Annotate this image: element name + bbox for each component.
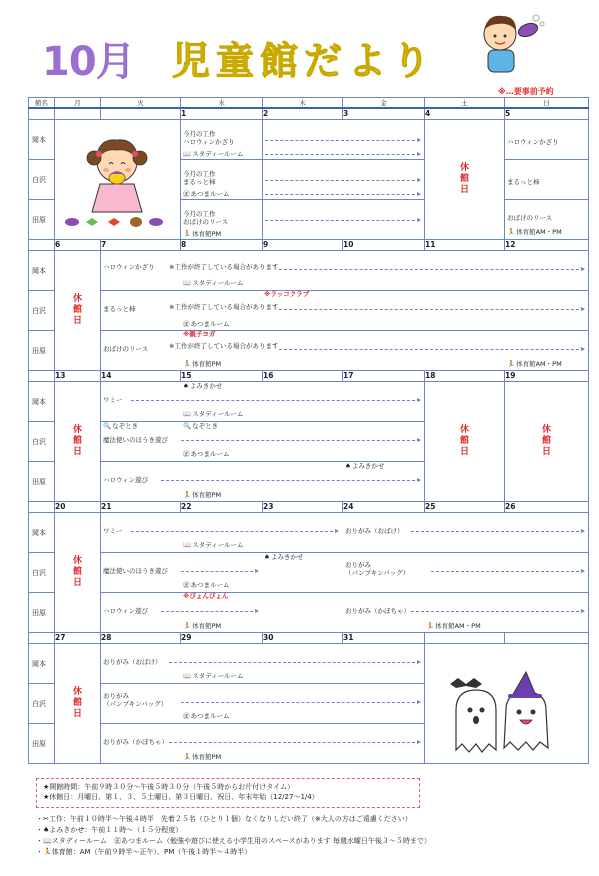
event-cell bbox=[101, 382, 425, 422]
event-text: スタディールーム bbox=[192, 150, 244, 158]
date: 10 bbox=[343, 240, 425, 251]
continuation-arrow bbox=[161, 611, 258, 612]
place-row bbox=[29, 251, 589, 291]
event-text: スタディールーム bbox=[192, 672, 244, 680]
col-header: 金 bbox=[343, 98, 425, 109]
date: 4 bbox=[425, 108, 505, 120]
event-text: ワミー bbox=[103, 396, 123, 404]
gathering-icon: ㊣ bbox=[183, 450, 190, 458]
event-text: ワミー bbox=[103, 527, 123, 535]
col-header: 水 bbox=[181, 98, 263, 109]
event-text: 体育館PM bbox=[192, 230, 222, 238]
closed-day: 休館日 bbox=[505, 382, 589, 502]
date: 23 bbox=[263, 502, 343, 513]
event-text: 魔法使いのほうき遊び bbox=[103, 567, 168, 575]
event-text: 体育館PM bbox=[192, 491, 222, 499]
event-cell bbox=[263, 120, 425, 160]
event-cell bbox=[101, 331, 589, 371]
runner-icon: 🏃 bbox=[183, 491, 192, 499]
date-row bbox=[29, 240, 589, 251]
reservation-note: ※…要事前予約 bbox=[498, 87, 554, 96]
date: 28 bbox=[101, 633, 181, 644]
event-cell bbox=[101, 513, 589, 553]
event-text: （パンプキンバッグ） bbox=[345, 569, 410, 577]
event-text: 今月の工作 bbox=[183, 210, 216, 218]
event-text: おばけのリース bbox=[183, 218, 229, 226]
date: 9 bbox=[263, 240, 343, 251]
event-text: あつまルーム bbox=[190, 190, 230, 198]
event-cell bbox=[101, 291, 589, 331]
date: 17 bbox=[343, 371, 425, 382]
event-text: ハロウィンかざり bbox=[103, 263, 155, 271]
runner-icon: 🏃 bbox=[183, 230, 192, 238]
event-text: よみきかせ bbox=[351, 462, 385, 470]
event-text: ハロウィン遊び bbox=[103, 607, 149, 615]
event-text: おりがみ（おばけ） bbox=[103, 658, 162, 666]
event-cell bbox=[101, 553, 589, 593]
event-text: 体育館AM・PM bbox=[516, 360, 562, 368]
event-cell bbox=[181, 200, 263, 240]
continuation-arrow bbox=[131, 531, 338, 532]
autumn-leaves-decoration bbox=[64, 216, 169, 228]
event-text: 魔法使いのほうき遊び bbox=[103, 436, 168, 444]
event-text: おりがみ（かぼちゃ） bbox=[345, 607, 410, 615]
place-row bbox=[29, 553, 589, 593]
event-text: 体育館PM bbox=[192, 360, 222, 368]
place-label: 岡本 bbox=[29, 513, 55, 553]
legend bbox=[36, 814, 431, 858]
note-text: ※工作が終了している場合があります bbox=[169, 303, 279, 311]
date: 1 bbox=[181, 108, 263, 120]
gathering-icon: ㊣ bbox=[183, 190, 190, 198]
col-header: 木 bbox=[263, 98, 343, 109]
event-text: ハロウィン遊び bbox=[103, 476, 149, 484]
continuation-arrow bbox=[279, 309, 584, 310]
legend-item: ・📖スタディールーム ㊣あつまルーム（勉強や遊びに使える小学生用のスペースがあります 毎週水曜日午後３～５時まで） bbox=[36, 837, 431, 845]
note-text: ※工作が終了している場合があります bbox=[169, 263, 279, 271]
event-text: まるっと柿 bbox=[103, 305, 136, 313]
halloween-ghosts-illustration bbox=[436, 670, 571, 760]
event-cell bbox=[263, 160, 425, 200]
opening-hours: ★開館時間：午前９時３０分～午後５時３０分（午後５時からお片付けタイム） bbox=[43, 783, 295, 791]
event-cell bbox=[101, 724, 425, 764]
event-text: おりがみ（おばけ） bbox=[345, 527, 404, 535]
place-row bbox=[29, 593, 589, 633]
date: 12 bbox=[505, 240, 589, 251]
event-cell bbox=[263, 200, 425, 240]
event-text: 今月の工作 bbox=[183, 170, 216, 178]
continuation-arrow bbox=[411, 531, 584, 532]
event-text: おばけのリース bbox=[507, 214, 553, 222]
event-cell bbox=[101, 462, 425, 502]
date: 5 bbox=[505, 108, 589, 120]
place-label: 白沢 bbox=[29, 291, 55, 331]
col-header: 館名 bbox=[29, 98, 55, 109]
col-header: 土 bbox=[425, 98, 505, 109]
continuation-arrow bbox=[265, 154, 420, 155]
event-cell bbox=[505, 120, 589, 160]
continuation-arrow bbox=[161, 480, 420, 481]
col-header: 火 bbox=[101, 98, 181, 109]
book-icon: 📖 bbox=[183, 541, 192, 549]
continuation-arrow bbox=[131, 400, 420, 401]
date: 3 bbox=[343, 108, 425, 120]
continuation-arrow bbox=[265, 140, 420, 141]
gathering-icon: ㊣ bbox=[183, 320, 190, 328]
place-row bbox=[29, 291, 589, 331]
event-text: おばけのリース bbox=[103, 345, 149, 353]
reservation-event: ※ラッコクラブ bbox=[264, 290, 310, 298]
event-text: まるっと柿 bbox=[507, 178, 540, 186]
magnifier-icon: 🔍 bbox=[103, 422, 112, 430]
event-text: あつまルーム bbox=[190, 712, 230, 720]
continuation-arrow bbox=[169, 742, 420, 743]
event-text: まるっと柿 bbox=[183, 178, 216, 186]
book-icon: 📖 bbox=[183, 150, 192, 158]
event-text: ハロウィンかざり bbox=[507, 138, 559, 146]
book-icon: 📖 bbox=[183, 410, 192, 418]
date: 6 bbox=[55, 240, 101, 251]
event-text: なぞとき bbox=[192, 422, 219, 430]
date: 22 bbox=[181, 502, 263, 513]
event-text: スタディールーム bbox=[192, 279, 244, 287]
legend-item: ・🏃体育館：AM（午前９時半～正午）、PM（午後１時半～４時半） bbox=[36, 848, 252, 856]
runner-icon: 🏃 bbox=[507, 228, 516, 236]
date: 7 bbox=[101, 240, 181, 251]
event-cell bbox=[101, 684, 425, 724]
column-header-row bbox=[29, 98, 589, 109]
reservation-event: ※ぴょんぴょん bbox=[183, 592, 229, 600]
legend-item: ・♠よみきかせ：午前１１時～（１５分程度） bbox=[36, 826, 183, 834]
place-label: 白沢 bbox=[29, 160, 55, 200]
event-text: （パンプキンバッグ） bbox=[103, 700, 168, 708]
event-cell bbox=[101, 422, 425, 462]
event-text: スタディールーム bbox=[192, 410, 244, 418]
legend-item: ・✂工作：午前１０時半～午後４時半 先着２５名（ひとり１個）なくなりしだい終了（※大人の方はご遠慮ください） bbox=[36, 815, 412, 823]
date: 25 bbox=[425, 502, 505, 513]
place-row bbox=[29, 331, 589, 371]
continuation-arrow bbox=[265, 180, 420, 181]
date-row bbox=[29, 108, 589, 120]
event-cell bbox=[101, 644, 425, 684]
event-text: スタディールーム bbox=[192, 541, 244, 549]
date: 20 bbox=[55, 502, 101, 513]
closed-days: ★休館日：月曜日、第１、３、５土曜日、第３日曜日、祝日、年末年始（12/27～1/4） bbox=[43, 793, 319, 801]
date: 27 bbox=[55, 633, 101, 644]
storytelling-icon: ♠ bbox=[264, 553, 270, 561]
header bbox=[0, 0, 599, 96]
place-label: 田原 bbox=[29, 462, 55, 502]
date: 26 bbox=[505, 502, 589, 513]
place-label: 岡本 bbox=[29, 644, 55, 684]
continuation-arrow bbox=[265, 220, 420, 221]
closed-day: 休館日 bbox=[55, 382, 101, 502]
continuation-arrow bbox=[279, 349, 584, 350]
place-label: 白沢 bbox=[29, 684, 55, 724]
place-row bbox=[29, 513, 589, 553]
page-title: 児童館だより bbox=[172, 39, 437, 83]
continuation-arrow bbox=[431, 571, 584, 572]
magnifier-icon: 🔍 bbox=[183, 422, 192, 430]
storytelling-icon: ♠ bbox=[183, 382, 189, 390]
continuation-arrow bbox=[265, 194, 420, 195]
book-icon: 📖 bbox=[183, 672, 192, 680]
closed-day: 休館日 bbox=[55, 251, 101, 371]
place-label: 田原 bbox=[29, 724, 55, 764]
event-text: 体育館PM bbox=[192, 753, 222, 761]
col-header: 日 bbox=[505, 98, 589, 109]
event-cell bbox=[505, 200, 589, 240]
event-text: 体育館PM bbox=[192, 622, 222, 630]
place-label: 岡本 bbox=[29, 382, 55, 422]
place-label: 岡本 bbox=[29, 251, 55, 291]
date: 31 bbox=[343, 633, 425, 644]
date-row bbox=[29, 633, 589, 644]
reservation-event: ※親子ヨガ bbox=[183, 330, 216, 338]
event-text: あつまルーム bbox=[190, 450, 230, 458]
runner-icon: 🏃 bbox=[183, 622, 192, 630]
event-text: 体育館AM・PM bbox=[516, 228, 562, 236]
place-label: 岡本 bbox=[29, 120, 55, 160]
date: 29 bbox=[181, 633, 263, 644]
continuation-arrow bbox=[169, 662, 420, 663]
event-text: おりがみ（かぼちゃ） bbox=[103, 738, 168, 746]
date: 11 bbox=[425, 240, 505, 251]
event-cell bbox=[505, 160, 589, 200]
runner-icon: 🏃 bbox=[183, 753, 192, 761]
boy-illustration bbox=[470, 10, 550, 82]
date: 19 bbox=[505, 371, 589, 382]
runner-icon: 🏃 bbox=[183, 360, 192, 368]
event-cell bbox=[181, 160, 263, 200]
event-cell bbox=[181, 120, 263, 160]
date bbox=[55, 108, 101, 120]
continuation-arrow bbox=[181, 440, 420, 441]
closed-day: 休館日 bbox=[55, 644, 101, 764]
event-text: あつまルーム bbox=[190, 581, 230, 589]
storytelling-icon: ♠ bbox=[345, 462, 351, 470]
runner-icon: 🏃 bbox=[426, 622, 435, 630]
place-label: 田原 bbox=[29, 200, 55, 240]
place-row bbox=[29, 382, 589, 422]
title-month: 10月 bbox=[42, 39, 135, 85]
date: 13 bbox=[55, 371, 101, 382]
event-text: おりがみ bbox=[103, 692, 129, 700]
date-row bbox=[29, 371, 589, 382]
event-text: 今月の工作 bbox=[183, 130, 216, 138]
continuation-arrow bbox=[181, 571, 258, 572]
place-label: 白沢 bbox=[29, 553, 55, 593]
continuation-arrow bbox=[279, 269, 584, 270]
date: 15 bbox=[181, 371, 263, 382]
date: 30 bbox=[263, 633, 343, 644]
continuation-arrow bbox=[411, 611, 584, 612]
date: 24 bbox=[343, 502, 425, 513]
event-text: よみきかせ bbox=[270, 553, 304, 561]
event-cell bbox=[101, 593, 589, 633]
gathering-icon: ㊣ bbox=[183, 581, 190, 589]
event-text: あつまルーム bbox=[190, 320, 230, 328]
date bbox=[505, 633, 589, 644]
event-text: なぞとき bbox=[112, 422, 139, 430]
date: 14 bbox=[101, 371, 181, 382]
girl-eating-illustration bbox=[72, 128, 162, 218]
date: 8 bbox=[181, 240, 263, 251]
event-cell bbox=[101, 251, 589, 291]
date: 21 bbox=[101, 502, 181, 513]
book-icon: 📖 bbox=[183, 279, 192, 287]
closed-day: 休館日 bbox=[425, 120, 505, 240]
date-row bbox=[29, 502, 589, 513]
event-text: 体育館AM・PM bbox=[435, 622, 481, 630]
closed-day: 休館日 bbox=[425, 382, 505, 502]
closed-day: 休館日 bbox=[55, 513, 101, 633]
event-text: ハロウィンかざり bbox=[183, 138, 235, 146]
place-label: 田原 bbox=[29, 593, 55, 633]
date: 18 bbox=[425, 371, 505, 382]
place-label: 白沢 bbox=[29, 422, 55, 462]
note-text: ※工作が終了している場合があります bbox=[169, 342, 279, 350]
col-header: 月 bbox=[55, 98, 101, 109]
date bbox=[425, 633, 505, 644]
date: 2 bbox=[263, 108, 343, 120]
event-text: おりがみ bbox=[345, 561, 371, 569]
continuation-arrow bbox=[181, 702, 420, 703]
runner-icon: 🏃 bbox=[507, 360, 516, 368]
gathering-icon: ㊣ bbox=[183, 712, 190, 720]
date: 16 bbox=[263, 371, 343, 382]
date bbox=[101, 108, 181, 120]
event-text: よみきかせ bbox=[189, 382, 223, 390]
place-label: 田原 bbox=[29, 331, 55, 371]
info-box bbox=[36, 778, 420, 808]
